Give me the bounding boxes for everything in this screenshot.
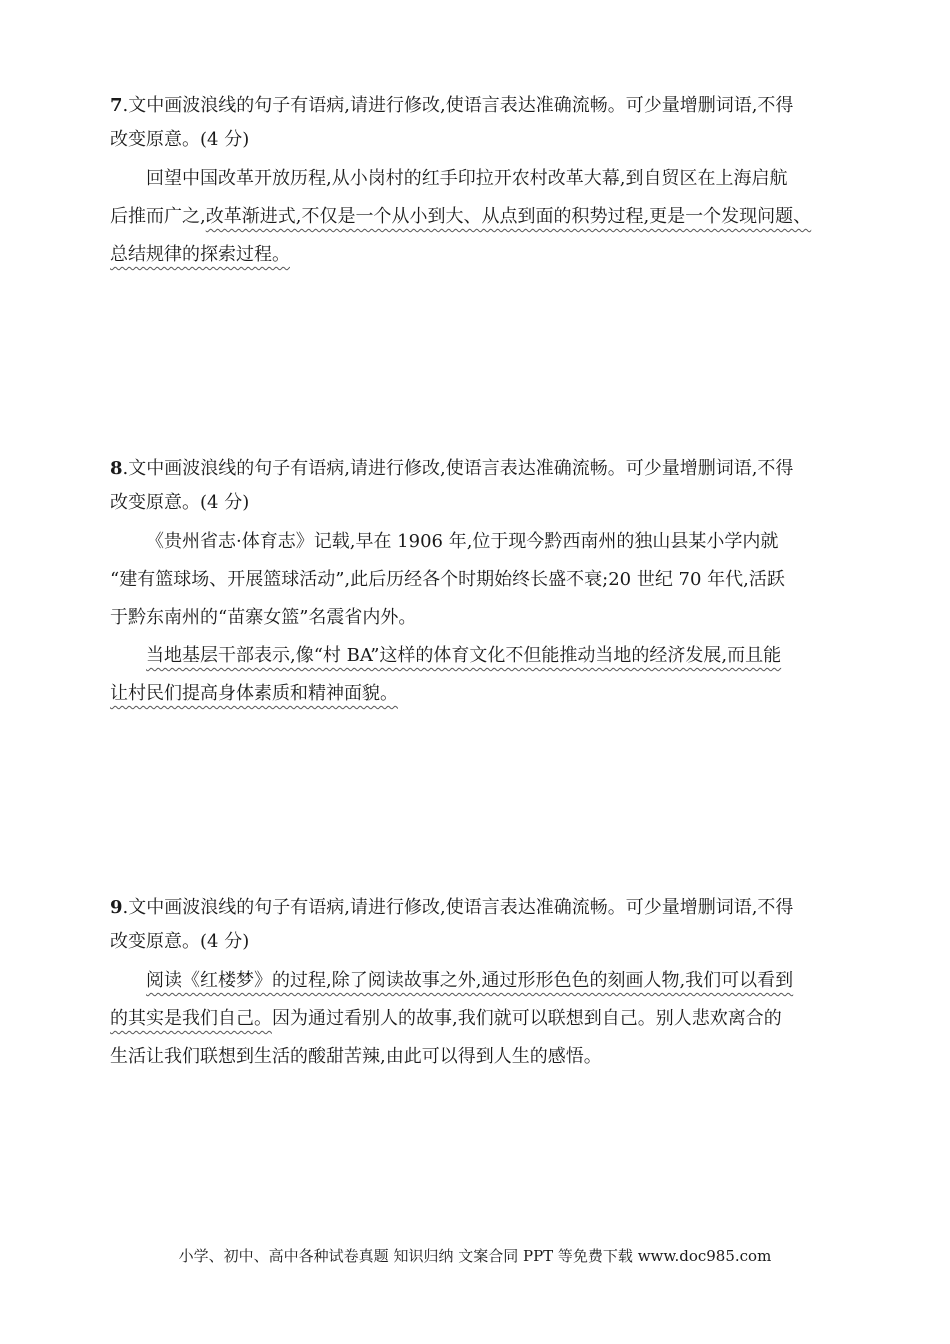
passage-line [146,969,793,993]
question-number: 8 [110,458,123,479]
wavy-underlined-sentence: 改革渐进式,不仅是一个从小到大、从点到面的积势过程,更是一个发现问题、 [205,206,812,227]
passage-line: “建有篮球场、开展篮球活动”,此后历经各个时期始终长盛不衰;20 世纪 70 年代,活跃 [110,569,785,590]
question-prompt-cont: 改变原意。(4 分) [110,931,250,952]
question-prompt-cont: 改变原意。(4 分) [110,129,250,150]
question-number: 9 [110,897,123,918]
passage-line: 生活让我们联想到生活的酸甜苦辣,由此可以得到人生的感悟。 [110,1046,602,1067]
question-number: 7 [110,95,123,116]
passage-line: 的其实是我们自己。因为通过看别人的故事,我们就可以联想到自己。别人悲欢离合的 [110,1008,782,1029]
question-prompt-cont: 改变原意。(4 分) [110,492,250,513]
wavy-underlined-sentence: 总结规律的探索过程。 [110,244,290,265]
question-prompt: 7.文中画波浪线的句子有语病,请进行修改,使语言表达准确流畅。可少量增删词语,不得 [110,95,794,116]
wavy-underlined-sentence: 阅读《红楼梦》的过程,除了阅读故事之外,通过形形色色的刻画人物,我们可以看到 [146,970,794,991]
passage-line: 回望中国改革开放历程,从小岗村的红手印拉开农村改革大幕,到自贸区在上海启航 [146,168,788,189]
passage-line [146,644,781,668]
question-prompt: 9.文中画波浪线的句子有语病,请进行修改,使语言表达准确流畅。可少量增删词语,不得 [110,897,794,918]
wavy-underlined-sentence: 的其实是我们自己。 [110,1008,272,1029]
wavy-underlined-sentence: 让村民们提高身体素质和精神面貌。 [110,683,398,704]
question-prompt: 8.文中画波浪线的句子有语病,请进行修改,使语言表达准确流畅。可少量增删词语,不得 [110,458,794,479]
passage-line: 《贵州省志·体育志》记载,早在 1906 年,位于现今黔西南州的独山县某小学内就 [146,531,779,552]
passage-line [110,243,290,267]
wavy-underlined-sentence: 当地基层干部表示,像“村 BA”这样的体育文化不但能推动当地的经济发展,而且能 [146,645,782,666]
passage-line: 后推而广之,改革渐进式,不仅是一个从小到大、从点到面的积势过程,更是一个发现问题、 [110,206,812,227]
passage-line [110,682,398,706]
passage-line: 于黔东南州的“苗寨女篮”名震省内外。 [110,607,417,628]
footer-text: 小学、初中、高中各种试卷真题 知识归纳 文案合同 PPT 等免费下载 www.doc985.com [178,1247,772,1265]
